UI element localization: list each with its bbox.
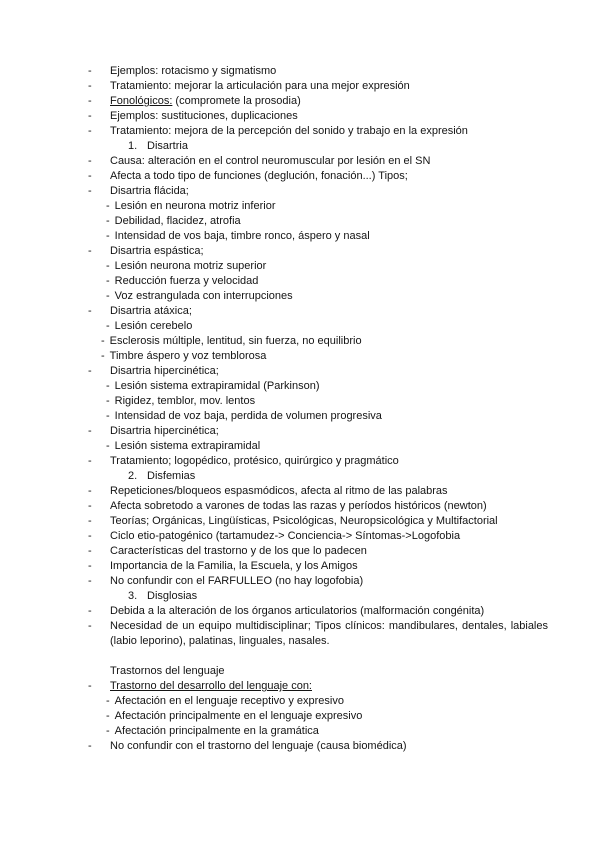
- text-segment: Ciclo etio-patogénico (tartamudez-> Conciencia-> Síntomas->Logofobia: [110, 530, 461, 542]
- text-segment: Esclerosis múltiple, lentitud, sin fuerza, no equilibrio: [109, 335, 362, 347]
- list-item: [88, 514, 548, 529]
- text-segment: Ejemplos: sustituciones, duplicaciones: [110, 110, 298, 122]
- list-item: [88, 604, 548, 619]
- text-segment: Reducción fuerza y velocidad: [114, 275, 259, 287]
- numbered-section-heading: [88, 139, 548, 154]
- bullet-dash: -: [88, 305, 92, 317]
- sub-list-item: [88, 394, 548, 409]
- text-segment: Debida a la alteración de los órganos articulatorios (malformación congénita): [110, 605, 485, 617]
- sub-list-item: [88, 214, 548, 229]
- item-text: [110, 64, 276, 79]
- item-text: [110, 544, 367, 559]
- list-item: [88, 244, 548, 259]
- bullet-dash: -: [88, 530, 92, 542]
- text-segment: Tratamiento: mejorar la articulación para una mejor expresión: [110, 80, 410, 92]
- text-segment: Disartria hipercinética;: [110, 425, 219, 437]
- sub-list-item: [88, 379, 548, 394]
- item-text: [110, 559, 358, 574]
- item-text: [115, 274, 259, 289]
- text-segment: Afectación en el lenguaje receptivo y expresivo: [114, 695, 344, 707]
- item-text: [110, 739, 407, 754]
- text-segment: Necesidad de un equipo multidisciplinar; Tipos clínicos: mandibulares, dentales, labiales (labio leporino), palatinas, linguales, nasales.: [110, 620, 548, 647]
- bullet-dash: -: [106, 725, 110, 737]
- bullet-dash: -: [106, 275, 110, 287]
- underlined-text: Trastorno del desarrollo del lenguaje con:: [110, 680, 312, 692]
- item-text: [115, 259, 267, 274]
- item-text: [147, 139, 188, 154]
- list-item: [88, 559, 548, 574]
- text-segment: (compromete la prosodia): [172, 95, 301, 107]
- item-text: [115, 229, 370, 244]
- item-text: [110, 334, 362, 349]
- text-segment: Importancia de la Familia, la Escuela, y los Amigos: [110, 560, 358, 572]
- bullet-dash: -: [88, 515, 92, 527]
- item-text: [110, 349, 267, 364]
- list-item: [88, 184, 548, 199]
- sub-list-item: [88, 409, 548, 424]
- bullet-dash: -: [101, 350, 105, 362]
- item-text: [115, 199, 276, 214]
- item-text: [110, 94, 301, 109]
- item-text: [115, 394, 255, 409]
- text-segment: Rigidez, temblor, mov. lentos: [114, 395, 256, 407]
- bullet-dash: -: [106, 440, 110, 452]
- bullet-dash: -: [88, 80, 92, 92]
- text-segment: Disartria atáxica;: [110, 305, 192, 317]
- bullet-dash: -: [106, 230, 110, 242]
- item-text: [115, 694, 344, 709]
- text-segment: Repeticiones/bloqueos espasmódicos, afecta al ritmo de las palabras: [110, 485, 448, 497]
- text-segment: Lesión sistema extrapiramidal (Parkinson): [114, 380, 320, 392]
- bullet-dash: -: [88, 185, 92, 197]
- item-text: [110, 484, 448, 499]
- bullet-dash: -: [88, 125, 92, 137]
- list-number: 3.: [128, 590, 138, 602]
- list-item: [88, 454, 548, 469]
- list-item: [88, 739, 548, 754]
- list-item: [88, 529, 548, 544]
- text-segment: Disglosias: [147, 590, 198, 602]
- bullet-dash: -: [88, 95, 92, 107]
- sub-list-item: [88, 334, 548, 349]
- bullet-dash: -: [106, 215, 110, 227]
- item-text: [110, 109, 298, 124]
- item-text: [110, 169, 408, 184]
- item-text: [115, 439, 261, 454]
- sub-list-item: [88, 709, 548, 724]
- bullet-dash: -: [106, 200, 110, 212]
- list-item: [88, 154, 548, 169]
- text-segment: Ejemplos: rotacismo y sigmatismo: [110, 65, 277, 77]
- sub-list-item: [88, 319, 548, 334]
- bullet-dash: -: [106, 260, 110, 272]
- bullet-dash: -: [106, 410, 110, 422]
- bullet-dash: -: [88, 605, 92, 617]
- text-segment: Tratamiento: mejora de la percepción del sonido y trabajo en la expresión: [110, 125, 468, 137]
- item-text: [110, 79, 410, 94]
- text-segment: No confundir con el FARFULLEO (no hay logofobia): [110, 575, 364, 587]
- bullet-dash: -: [88, 455, 92, 467]
- item-text: [115, 724, 319, 739]
- text-segment: Trastornos del lenguaje: [110, 665, 225, 677]
- bullet-dash: -: [88, 485, 92, 497]
- item-text: [110, 124, 468, 139]
- list-item: [88, 64, 548, 79]
- text-segment: Disartria: [147, 140, 188, 152]
- list-item: [88, 169, 548, 184]
- list-item: [88, 124, 548, 139]
- sub-list-item: [88, 229, 548, 244]
- text-segment: Afecta sobretodo a varones de todas las razas y períodos históricos (newton): [110, 500, 487, 512]
- section-heading: [88, 664, 548, 679]
- text-segment: Afectación principalmente en la gramática: [114, 725, 319, 737]
- list-item: [88, 424, 548, 439]
- text-segment: Disartria hipercinética;: [110, 365, 219, 377]
- list-item: [88, 544, 548, 559]
- item-text: [147, 469, 195, 484]
- text-segment: Lesión cerebelo: [114, 320, 193, 332]
- list-item: [88, 364, 548, 379]
- underlined-text: Fonológicos:: [110, 95, 173, 107]
- list-item: [88, 94, 548, 109]
- text-segment: Afecta a todo tipo de funciones (deglución, fonación...) Tipos;: [110, 170, 408, 182]
- bullet-dash: -: [106, 395, 110, 407]
- sub-list-item: [88, 274, 548, 289]
- text-segment: Disfemias: [147, 470, 196, 482]
- list-item: [88, 484, 548, 499]
- text-segment: Voz estrangulada con interrupciones: [114, 290, 293, 302]
- sub-list-item: [88, 349, 548, 364]
- list-item: [88, 109, 548, 124]
- text-segment: Lesión neurona motriz superior: [114, 260, 267, 272]
- text-segment: Características del trastorno y de los que lo padecen: [110, 545, 367, 557]
- bullet-dash: -: [106, 380, 110, 392]
- item-text: [110, 364, 219, 379]
- list-number: 2.: [128, 470, 138, 482]
- text-segment: Timbre áspero y voz temblorosa: [109, 350, 267, 362]
- item-text: [115, 289, 293, 304]
- bullet-dash: -: [88, 425, 92, 437]
- item-text: [110, 604, 484, 619]
- bullet-dash: -: [88, 680, 92, 692]
- bullet-dash: -: [88, 740, 92, 752]
- item-text: [147, 589, 197, 604]
- sub-list-item: [88, 199, 548, 214]
- list-number: 1.: [128, 140, 138, 152]
- sub-list-item: [88, 724, 548, 739]
- item-text: [115, 214, 241, 229]
- bullet-dash: -: [101, 335, 105, 347]
- bullet-dash: -: [88, 65, 92, 77]
- bullet-dash: -: [88, 575, 92, 587]
- bullet-dash: -: [88, 365, 92, 377]
- text-segment: Teorías; Orgánicas, Lingüísticas, Psicológicas, Neuropsicológica y Multifactorial: [110, 515, 498, 527]
- item-text: [110, 514, 498, 529]
- item-text: [110, 499, 487, 514]
- sub-list-item: [88, 694, 548, 709]
- sub-list-item: [88, 439, 548, 454]
- text-segment: Afectación principalmente en el lenguaje expresivo: [114, 710, 363, 722]
- item-text: [110, 184, 189, 199]
- bullet-dash: -: [106, 695, 110, 707]
- item-text: [110, 619, 548, 649]
- item-text: [110, 664, 225, 679]
- list-item: [88, 304, 548, 319]
- paragraph-gap: [88, 649, 548, 664]
- list-item: [88, 499, 548, 514]
- list-item: [88, 619, 548, 649]
- list-item: [88, 679, 548, 694]
- bullet-dash: -: [88, 170, 92, 182]
- item-text: [115, 409, 382, 424]
- item-text: [110, 304, 192, 319]
- text-segment: Disartria espástica;: [110, 245, 204, 257]
- list-item: [88, 79, 548, 94]
- bullet-dash: -: [88, 620, 92, 632]
- item-text: [115, 319, 193, 334]
- text-segment: Causa: alteración en el control neuromuscular por lesión en el SN: [110, 155, 431, 167]
- bullet-dash: -: [88, 545, 92, 557]
- text-segment: Disartria flácida;: [110, 185, 189, 197]
- numbered-section-heading: [88, 469, 548, 484]
- numbered-section-heading: [88, 589, 548, 604]
- bullet-dash: -: [88, 500, 92, 512]
- bullet-dash: -: [106, 290, 110, 302]
- item-text: [115, 379, 320, 394]
- bullet-dash: -: [88, 110, 92, 122]
- sub-list-item: [88, 259, 548, 274]
- item-text: [110, 154, 430, 169]
- text-segment: Intensidad de vos baja, timbre ronco, áspero y nasal: [114, 230, 370, 242]
- item-text: [110, 574, 363, 589]
- item-text: [110, 244, 204, 259]
- sub-list-item: [88, 289, 548, 304]
- text-segment: Tratamiento; logopédico, protésico, quirúrgico y pragmático: [110, 455, 399, 467]
- text-segment: Lesión sistema extrapiramidal: [114, 440, 261, 452]
- item-text: [115, 709, 363, 724]
- item-text: [110, 679, 312, 694]
- bullet-dash: -: [88, 560, 92, 572]
- text-segment: Lesión en neurona motriz inferior: [114, 200, 276, 212]
- text-segment: Debilidad, flacidez, atrofia: [114, 215, 241, 227]
- item-text: [110, 424, 219, 439]
- text-segment: No confundir con el trastorno del lenguaje (causa biomédica): [110, 740, 407, 752]
- bullet-dash: -: [88, 155, 92, 167]
- text-segment: Intensidad de voz baja, perdida de volumen progresiva: [114, 410, 382, 422]
- item-text: [110, 529, 460, 544]
- bullet-dash: -: [106, 320, 110, 332]
- item-text: [110, 454, 399, 469]
- bullet-dash: -: [88, 245, 92, 257]
- list-item: [88, 574, 548, 589]
- bullet-dash: -: [106, 710, 110, 722]
